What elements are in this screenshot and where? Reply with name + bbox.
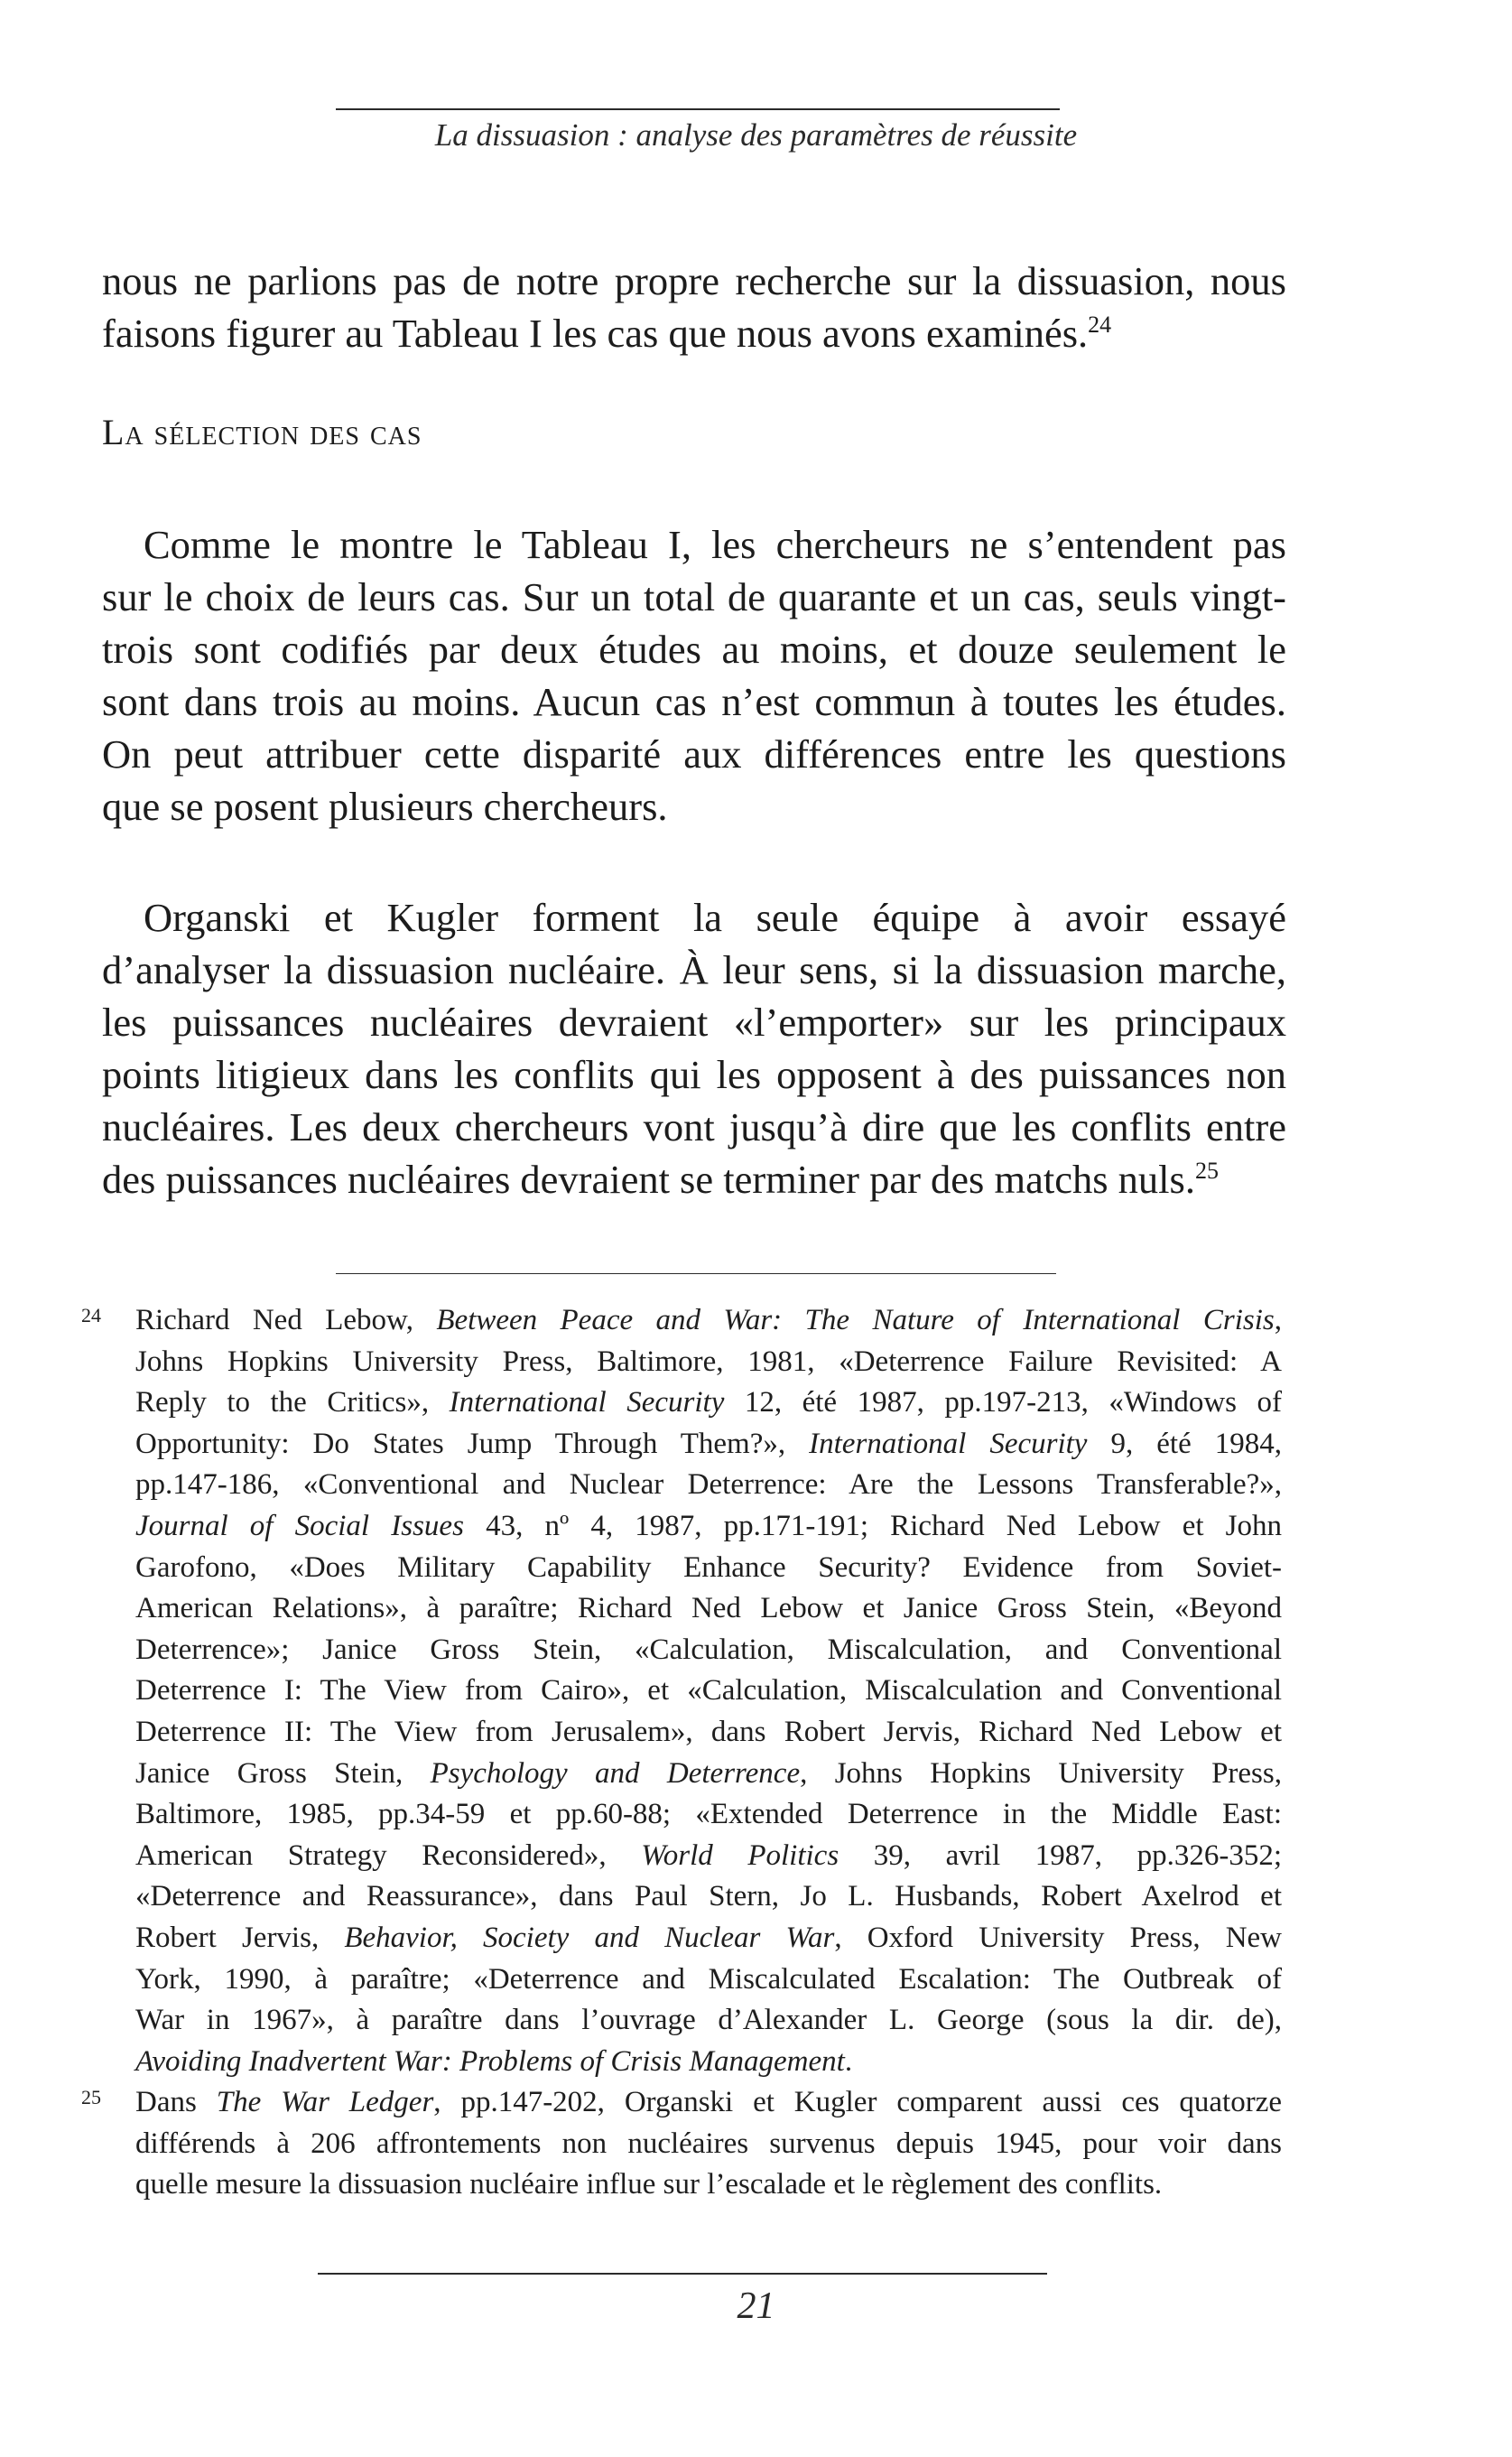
paragraph-2 bbox=[102, 518, 1286, 833]
paragraph-line: les puissances nucléaires devraient «l’emporter» sur les principaux bbox=[102, 1000, 1286, 1045]
footnote-line: Robert Jervis, Behavior, Society and Nuclear War, Oxford University Press, New bbox=[135, 1921, 1283, 1954]
footnote-line: Reply to the Critics», International Security 12, été 1987, pp.197-213, «Windows of bbox=[135, 1386, 1282, 1419]
footnote-line: York, 1990, à paraître; «Deterrence and Miscalculated Escalation: The Outbreak of bbox=[135, 1962, 1282, 1996]
paragraph-line: d’analyser la dissuasion nucléaire. À leur sens, si la dissuasion marche, bbox=[102, 947, 1286, 992]
paragraph-line: nucléaires. Les deux chercheurs vont jusqu’à dire que les conflits entre bbox=[102, 1104, 1286, 1149]
footnote-line: Deterrence II: The View from Jerusalem», dans Robert Jervis, Richard Ned Lebow et bbox=[135, 1715, 1282, 1748]
footnote-line: Richard Ned Lebow, Between Peace and War: The Nature of International Crisis, bbox=[135, 1304, 1282, 1336]
footnote-line: pp.147-186, «Conventional and Nuclear Deterrence: Are the Lessons Transferable?», bbox=[135, 1468, 1282, 1502]
paragraph-line: nous ne parlions pas de notre propre recherche sur la dissuasion, nous bbox=[102, 258, 1286, 303]
footnote-line: différends à 206 affrontements non nucléaires survenus depuis 1945, pour voir dans bbox=[135, 2127, 1282, 2160]
footnote-line: «Deterrence and Reassurance», dans Paul Stern, Jo L. Husbands, Robert Axelrod et bbox=[135, 1880, 1282, 1913]
footnote-line: quelle mesure la dissuasion nucléaire influe sur l’escalade et le règlement des conflits. bbox=[135, 2168, 1163, 2201]
paragraph-line: des puissances nucléaires devraient se terminer par des matchs nuls.$^{25}$ bbox=[102, 1157, 1219, 1202]
footnote-line: Baltimore, 1985, pp.34-59 et pp.60-88; «Extended Deterrence in the Middle East: bbox=[135, 1798, 1282, 1831]
page-number: 21 bbox=[737, 2285, 775, 2327]
paragraph-line: On peut attribuer cette disparité aux différences entre les questions bbox=[102, 731, 1286, 777]
footnote-line: Johns Hopkins University Press, Baltimore, 1981, «Deterrence Failure Revisited: A bbox=[135, 1345, 1282, 1378]
footnote-line: American Strategy Reconsidered», World Politics 39, avril 1987, pp.326-352; bbox=[135, 1838, 1282, 1872]
paragraph-line: points litigieux dans les conflits qui les opposent à des puissances non bbox=[102, 1052, 1286, 1097]
paragraph-line: Organski et Kugler forment la seule équipe à avoir essayé bbox=[144, 895, 1286, 940]
paragraph-line: sont dans trois au moins. Aucun cas n’est commun à toutes les études. bbox=[102, 679, 1286, 724]
footnote-line: Avoiding Inadvertent War: Problems of Crisis Management. bbox=[135, 2044, 853, 2078]
footnote-number: 24 bbox=[81, 1304, 101, 1326]
footnote-line: American Relations», à paraître; Richard Ned Lebow et Janice Gross Stein, «Beyond bbox=[135, 1592, 1282, 1625]
footnote-24 bbox=[81, 1300, 1282, 2082]
footer-rule bbox=[318, 2273, 1047, 2275]
paragraph-3 bbox=[102, 891, 1286, 1205]
footnote-reference-24: 24 bbox=[1088, 312, 1112, 339]
footnote-line: Opportunity: Do States Jump Through Them?», International Security 9, été 1984, bbox=[135, 1427, 1282, 1460]
paragraph-line: trois sont codifiés par deux études au moins, et douze seulement le bbox=[102, 627, 1286, 672]
footnote-line: War in 1967», à paraître dans l’ouvrage d’Alexander L. George (sous la dir. de), bbox=[135, 2004, 1282, 2037]
footnote-25 bbox=[81, 2082, 1282, 2206]
header-rule bbox=[336, 108, 1060, 110]
paragraph-line: que se posent plusieurs chercheurs. bbox=[102, 784, 668, 829]
paragraph-1 bbox=[102, 255, 1286, 359]
footnote-line: Janice Gross Stein, Psychology and Deterrence, Johns Hopkins University Press, bbox=[135, 1756, 1282, 1790]
paragraph-line: Comme le montre le Tableau I, les chercheurs ne s’entendent pas bbox=[144, 522, 1286, 567]
footnotes bbox=[81, 1300, 1282, 2206]
running-header: La dissuasion : analyse des paramètres de réussite bbox=[434, 117, 1078, 153]
footnote-line: Garofono, «Does Military Capability Enhance Security? Evidence from Soviet- bbox=[135, 1550, 1282, 1584]
footnote-reference-25: 25 bbox=[1194, 1158, 1219, 1185]
footnote-line: Journal of Social Issues 43, nº 4, 1987, pp.171-191; Richard Ned Lebow et John bbox=[135, 1509, 1283, 1542]
footnote-line: Deterrence I: The View from Cairo», et «Calculation, Miscalculation and Conventional bbox=[135, 1674, 1282, 1708]
footnote-line: Deterrence»; Janice Gross Stein, «Calculation, Miscalculation, and Conventional bbox=[135, 1633, 1282, 1666]
footnote-separator bbox=[336, 1273, 1056, 1274]
paragraph-line: faisons figurer au Tableau I les cas que nous avons examinés.$^{24}$ bbox=[102, 311, 1112, 356]
footnote-line: Dans The War Ledger, pp.147-202, Organski et Kugler comparent aussi ces quatorze bbox=[135, 2086, 1282, 2119]
paragraph-line: sur le choix de leurs cas. Sur un total de quarante et un cas, seuls vingt- bbox=[102, 574, 1286, 619]
section-heading: La sélection des cas bbox=[102, 412, 422, 452]
footnote-number: 25 bbox=[81, 2086, 101, 2109]
